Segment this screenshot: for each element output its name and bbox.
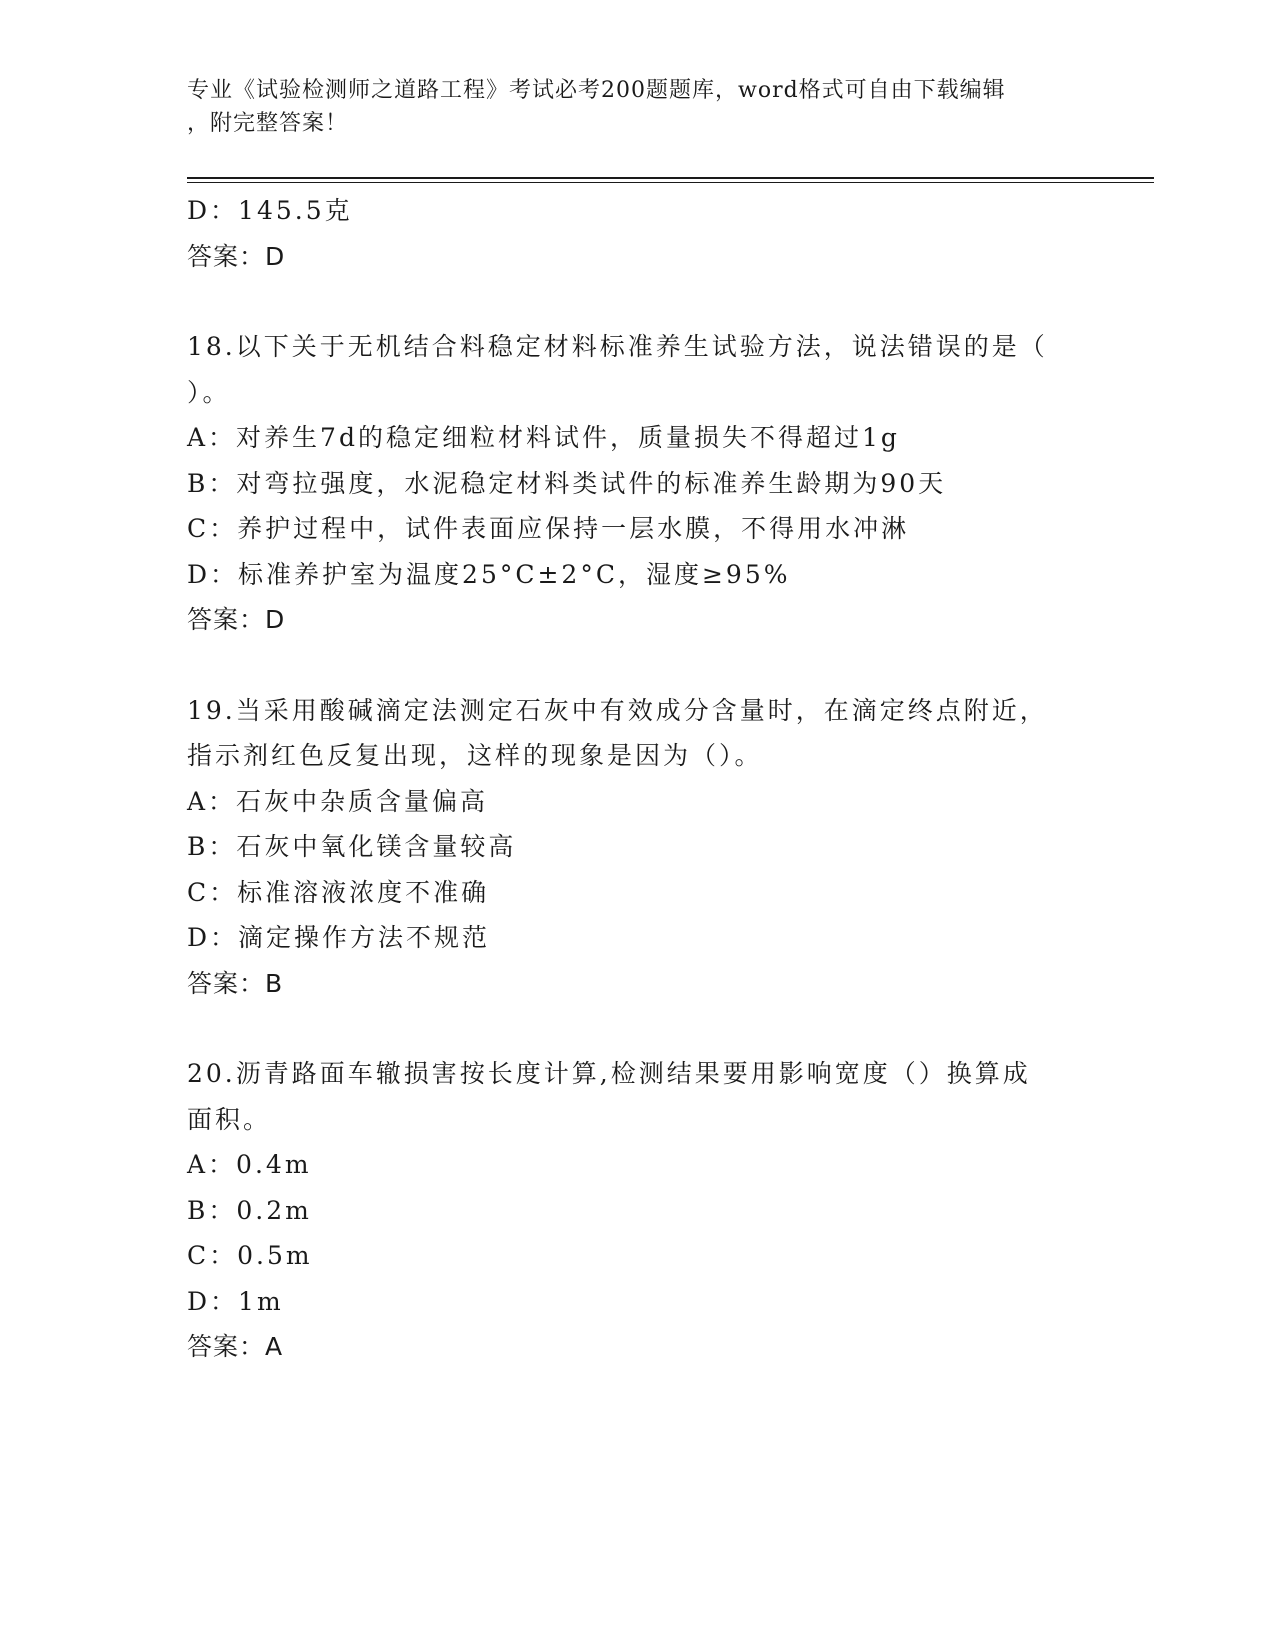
question-stem-line: 20.沥青路面车辙损害按长度计算,检测结果要用影响宽度（）换算成 xyxy=(187,1059,1031,1088)
option-d: D：145.5克 xyxy=(187,196,353,225)
question-stem-line: ）。 xyxy=(187,377,231,407)
answer: 答案：A xyxy=(187,1332,284,1361)
question-stem-line: 指示剂红色反复出现，这样的现象是因为（）。 xyxy=(187,741,763,770)
header-rule-thick xyxy=(187,177,1154,179)
document-header xyxy=(187,74,1087,140)
option-b: B：对弯拉强度，水泥稳定材料类试件的标准养生龄期为90天 xyxy=(187,468,947,498)
option-d: D：1m xyxy=(187,1286,284,1316)
option-a: A：石灰中杂质含量偏高 xyxy=(187,786,489,816)
question-20 xyxy=(187,1051,1087,1370)
question-stem-line: 19.当采用酸碱滴定法测定石灰中有效成分含量时，在滴定终点附近， xyxy=(187,695,1048,725)
header-line-1: 专业《试验检测师之道路工程》考试必考200题题库，word格式可自由下载编辑 xyxy=(187,78,1006,103)
option-d: D：标准养护室为温度25°C±2°C，湿度≥95% xyxy=(187,559,791,589)
spacer xyxy=(187,279,1087,324)
option-c: C：标准溶液浓度不准确 xyxy=(187,877,490,907)
answer: 答案：D xyxy=(187,605,286,634)
question-stem-line: 18.以下关于无机结合料稳定材料标准养生试验方法，说法错误的是（ xyxy=(187,332,1048,361)
question-stem-line: 面积。 xyxy=(187,1104,272,1134)
header-rule-thin xyxy=(187,182,1154,183)
option-c: C：养护过程中，试件表面应保持一层水膜，不得用水冲淋 xyxy=(187,514,910,543)
question-list xyxy=(187,188,1087,1370)
question-19 xyxy=(187,688,1087,1007)
previous-question-tail xyxy=(187,188,1087,279)
question-18 xyxy=(187,324,1087,643)
option-c: C：0.5m xyxy=(187,1241,313,1270)
option-a: A：对养生7d的稳定细粒材料试件，质量损失不得超过1g xyxy=(187,423,900,452)
spacer xyxy=(187,643,1087,688)
option-a: A：0.4m xyxy=(187,1150,312,1179)
option-b: B：0.2m xyxy=(187,1195,312,1225)
spacer xyxy=(187,1006,1087,1051)
option-b: B：石灰中氧化镁含量较高 xyxy=(187,832,517,861)
answer: 答案：B xyxy=(187,968,284,998)
answer: 答案：D xyxy=(187,241,286,271)
header-line-2: ，附完整答案！ xyxy=(187,111,349,136)
option-d: D：滴定操作方法不规范 xyxy=(187,923,491,952)
